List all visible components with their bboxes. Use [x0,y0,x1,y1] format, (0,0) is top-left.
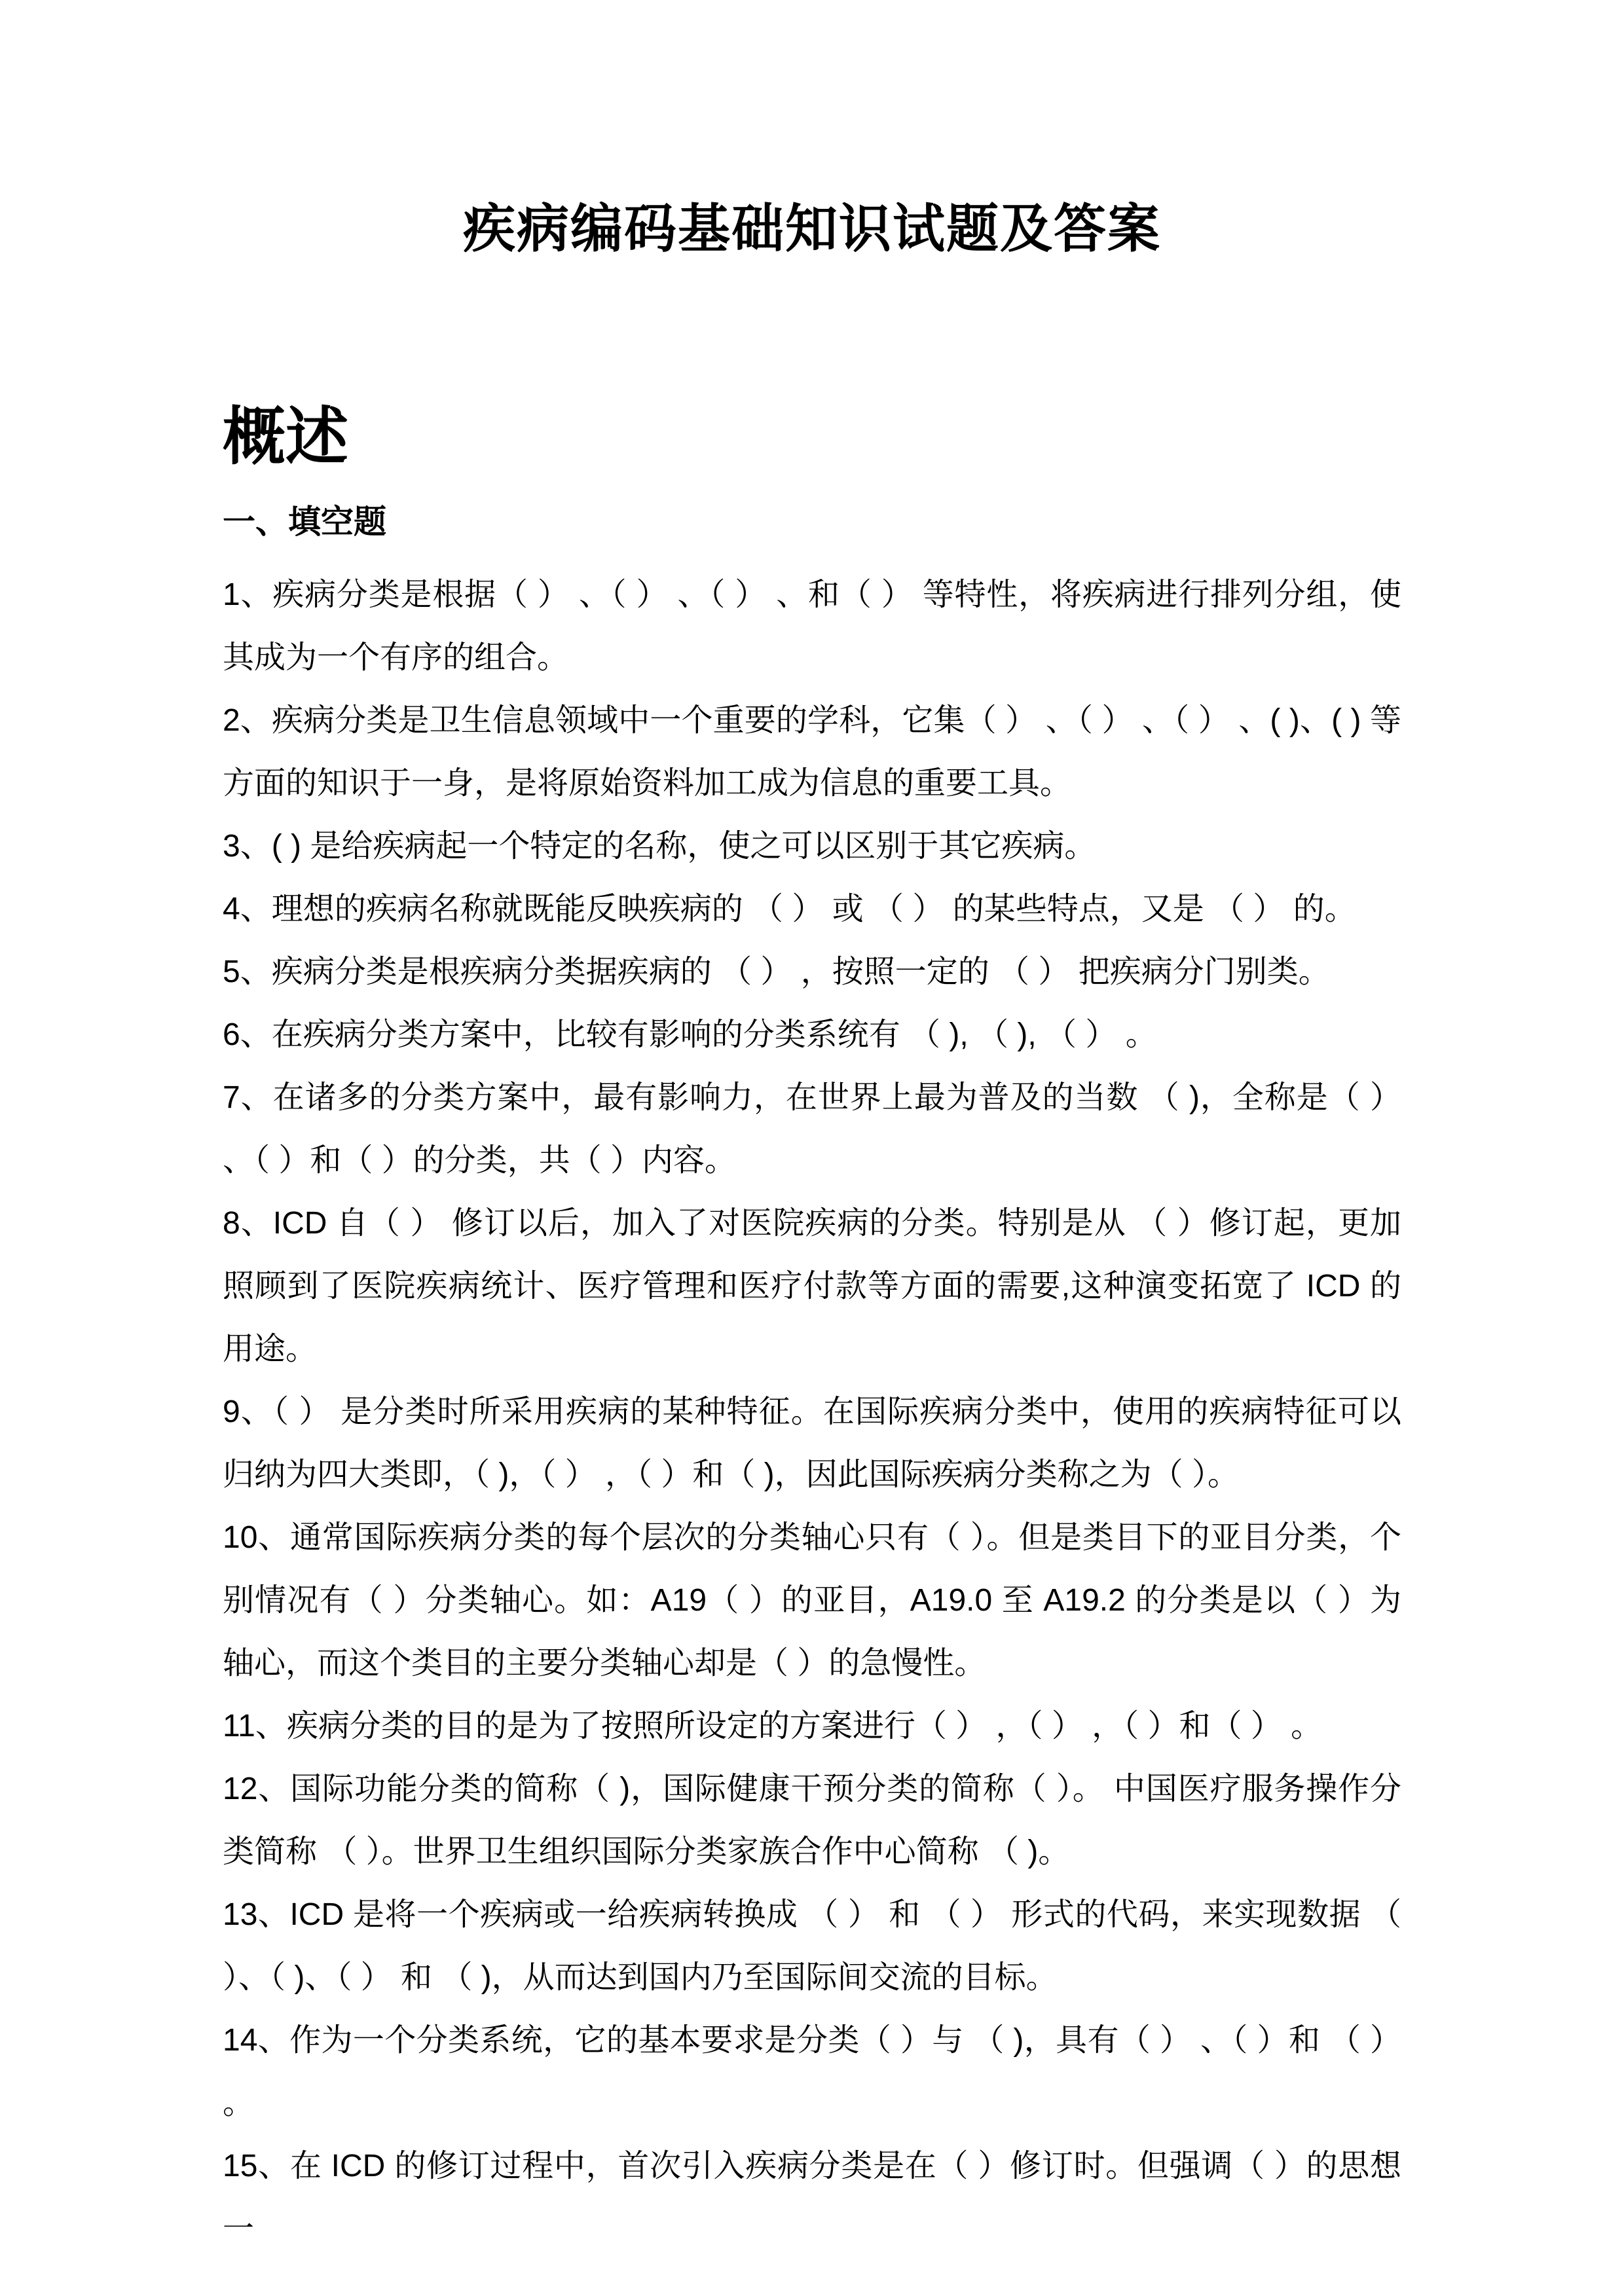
question-item: 15、在 ICD 的修订过程中，首次引入疾病分类是在（ ）修订时。但强调（ ）的思想一 [223,2149,1401,2247]
subsection-heading: 一、填空题 [223,503,386,541]
question-item: 11、疾病分类的目的是为了按照所设定的方案进行（ ） ，（ ） ，（ ）和（ ） 。 [223,1709,1323,1744]
question-item: 13、ICD 是将一个疾病或一给疾病转换成 （ ） 和 （ ） 形式的代码，来实现数据 （ ）、（ )、（ ） 和 （ )，从而达到国内乃至国际间交流的目标。 [223,1897,1401,1995]
question-item: 2、疾病分类是卫生信息领域中一个重要的学科，它集（ ） 、（ ） 、（ ） 、( )、( ) 等方面的知识于一身，是将原始资料加工成为信息的重要工具。 [223,703,1401,801]
section-heading: 概述 [223,402,348,472]
question-item: 8、ICD 自（ ） 修订以后，加入了对医院疾病的分类。特别是从 （ ）修订起，更加照顾到了医院疾病统计、医疗管理和医疗付款等方面的需要,这种演变拓宽了 ICD 的用途。 [223,1206,1401,1367]
question-item: 10、通常国际疾病分类的每个层次的分类轴心只有（ ）。但是类目下的亚目分类，个别情况有（ ）分类轴心。如：A19（ ）的亚目，A19.0 至 A19.2 的分类是以（ ）为轴心，而这个类目的主要分类轴心却是（ ）的急慢性。 [223,1520,1401,1681]
question-item: 7、在诸多的分类方案中，最有影响力，在世界上最为普及的当数 （ )，全称是（ ） 、（ ）和（ ）的分类，共（ ）内容。 [223,1080,1401,1178]
question-item: 5、疾病分类是根疾病分类据疾病的 （ ） ，按照一定的 （ ） 把疾病分门别类。 [223,955,1330,990]
question-item: 9、（ ） 是分类时所采用疾病的某种特征。在国际疾病分类中，使用的疾病特征可以归纳为四大类即，（ )，（ ） ，（ ）和（ )，因此国际疾病分类称之为（ ）。 [223,1394,1401,1493]
question-item: 1、疾病分类是根据（ ） 、（ ） 、（ ） 、和（ ） 等特性，将疾病进行排列分组，使其成为一个有序的组合。 [223,577,1401,676]
question-item: 12、国际功能分类的简称（ )，国际健康干预分类的简称（ ）。 中国医疗服务操作分类简称 （ ）。世界卫生组织国际分类家族合作中心简称 （ )。 [223,1772,1401,1870]
question-item: 14、作为一个分类系统，它的基本要求是分类（ ）与 （ )，具有（ ） 、（ ）和 （ ） 。 [223,2023,1401,2121]
question-item: 6、在疾病分类方案中，比较有影响的分类系统有 （ ), （ ), （ ） 。 [223,1017,1157,1053]
question-item: 3、( ) 是给疾病起一个特定的名称，使之可以区别于其它疾病。 [223,829,1096,864]
document-title: 疾病编码基础知识试题及答案 [463,200,1161,258]
question-item: 4、理想的疾病名称就既能反映疾病的 （ ） 或 （ ） 的某些特点，又是 （ ） 的。 [223,892,1356,927]
questions-list [223,564,1401,2261]
